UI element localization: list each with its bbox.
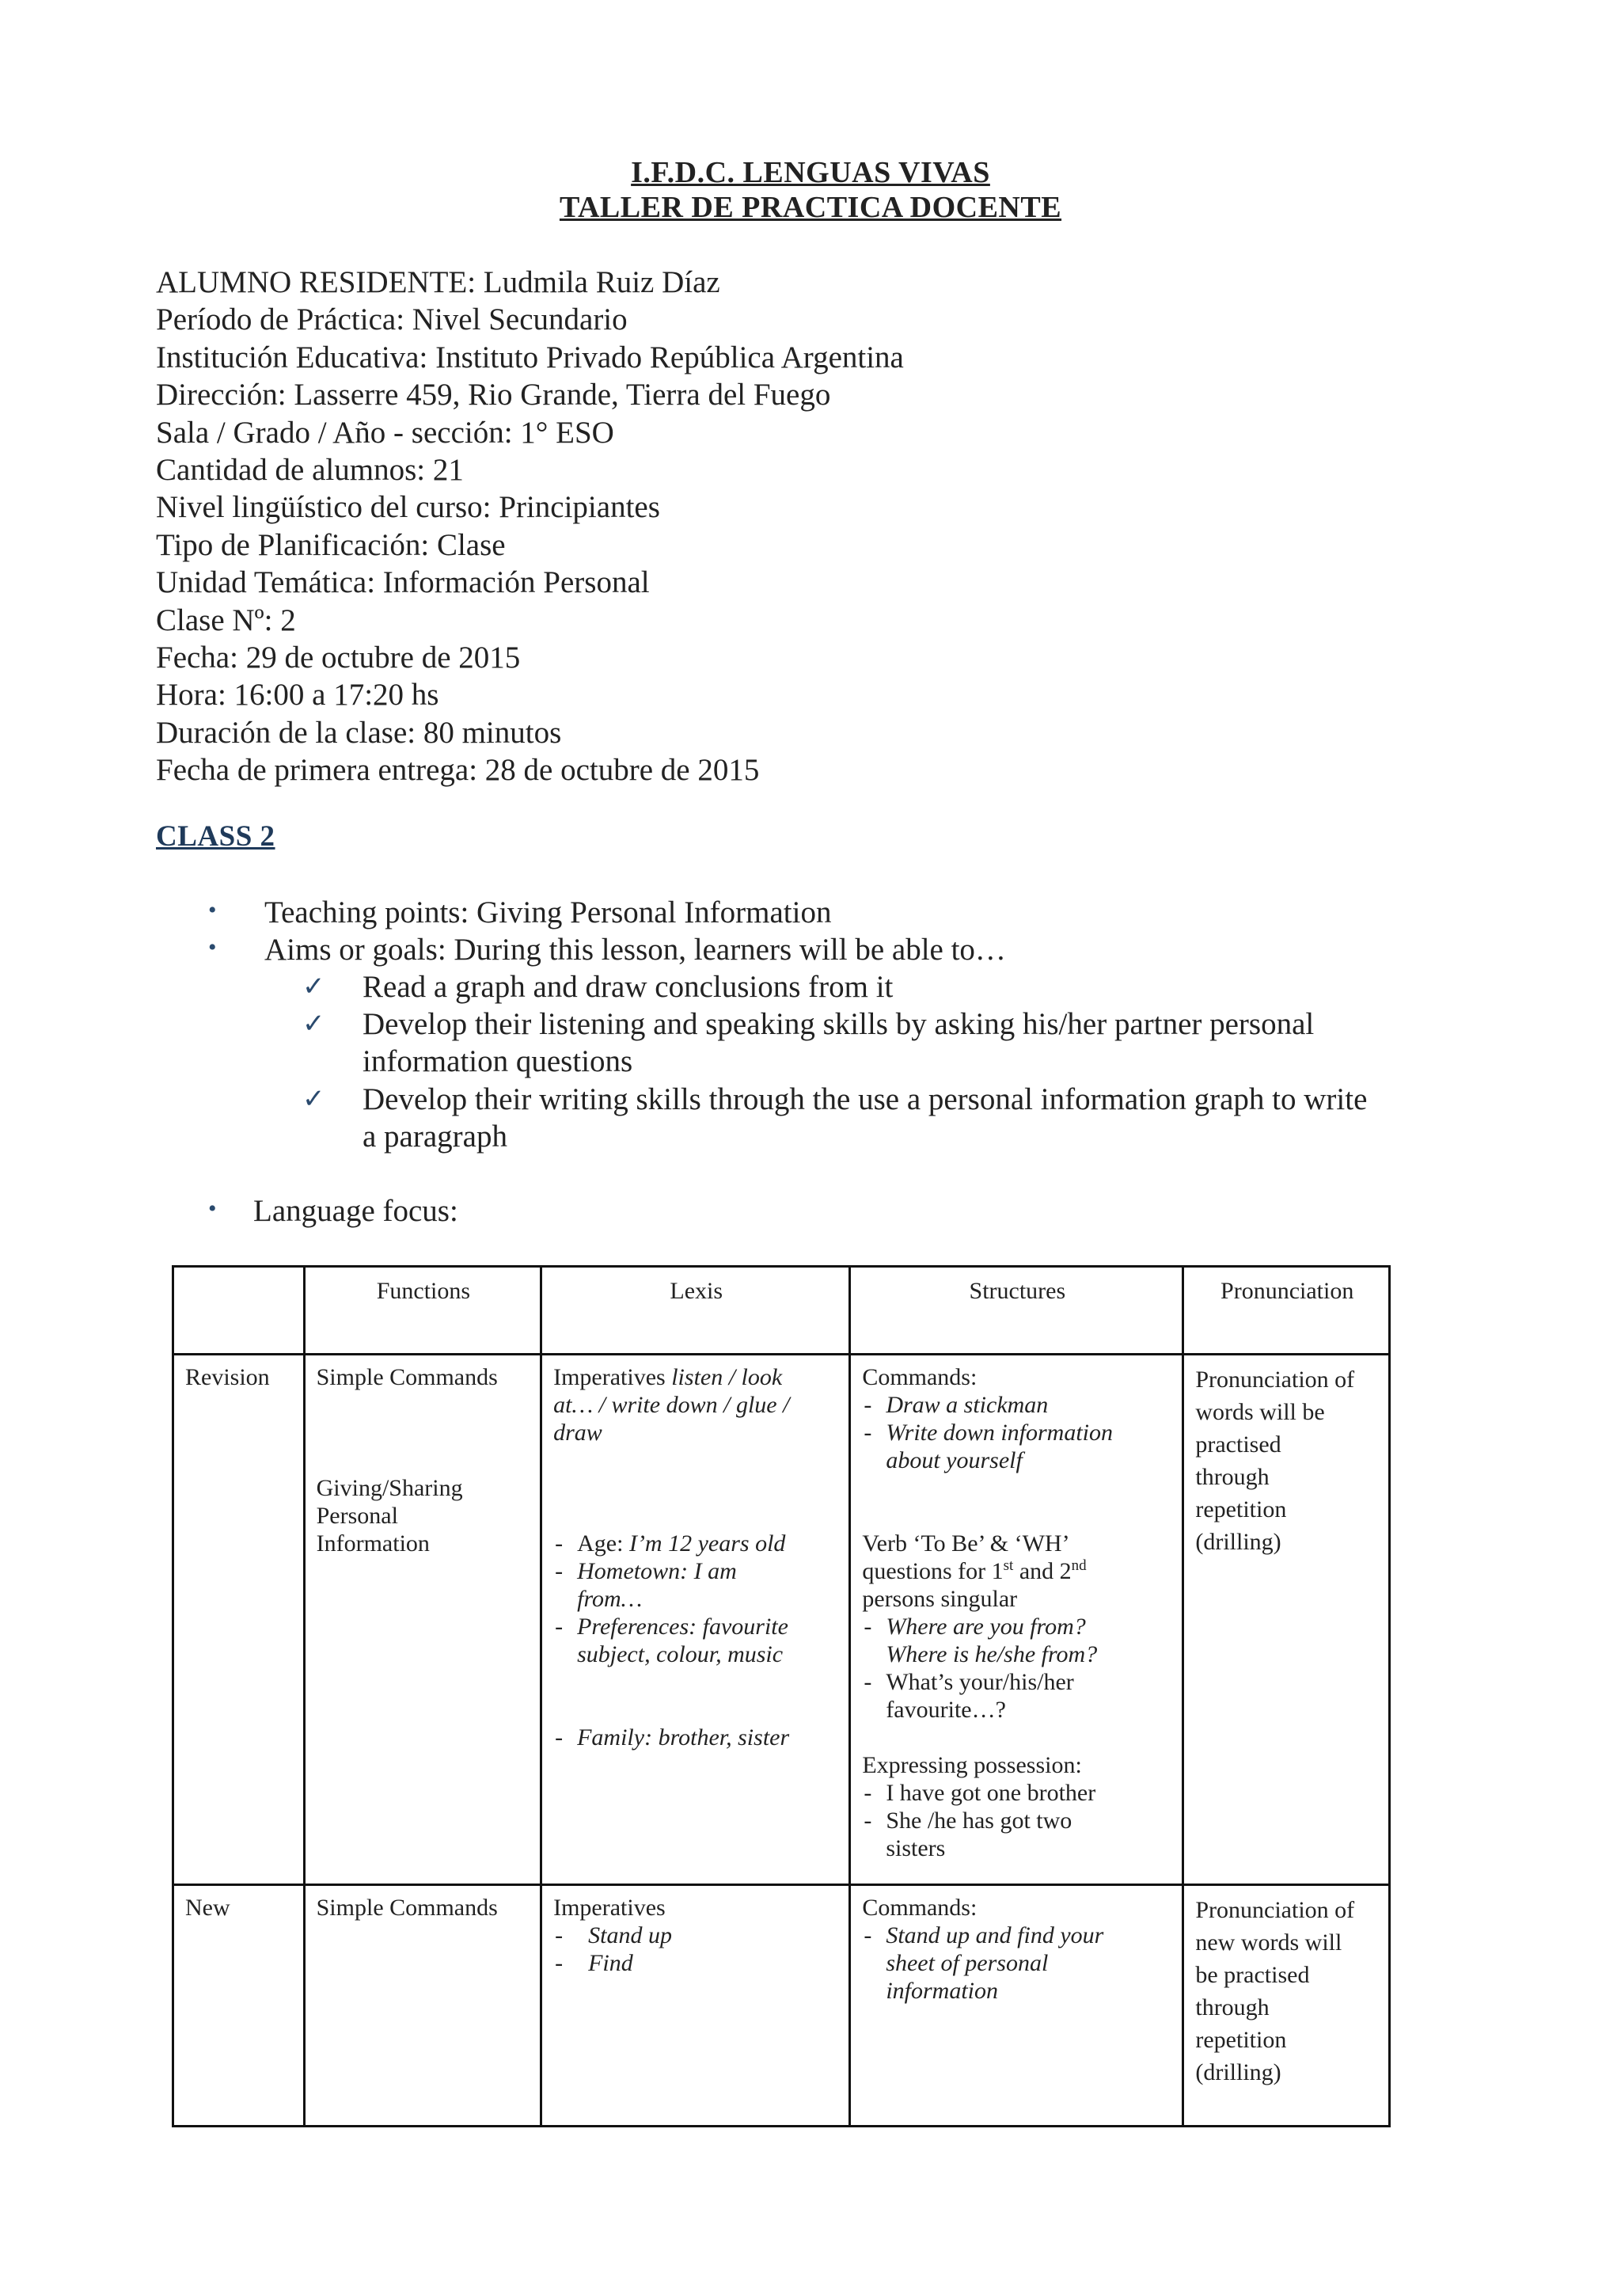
structure-heading-cont (862, 1557, 1172, 1585)
spacer (553, 1446, 839, 1502)
bullet-aims: Aims or goals: During this lesson, learners will be able to… (264, 933, 1006, 967)
pronunciation-text: new words will (1195, 1929, 1342, 1956)
bullet-dot-icon: • (208, 897, 217, 923)
structures-cell (850, 1885, 1183, 2127)
structure-text: questions for 1 (862, 1558, 1004, 1584)
pronunciation-text: Pronunciation of (1195, 1897, 1355, 1923)
lexis-item-age (553, 1530, 839, 1557)
structures-cell (850, 1355, 1183, 1885)
bullet-dot-icon: • (208, 1196, 217, 1222)
aim-item-3-line2: a paragraph (363, 1119, 507, 1154)
lexis-text-italic: listen / look (671, 1364, 783, 1390)
header-empty (173, 1267, 305, 1355)
info-line-students: Cantidad de alumnos: 21 (156, 452, 464, 487)
checkmark-icon: ✓ (302, 972, 325, 1002)
header-pronunciation: Pronunciation (1183, 1267, 1390, 1355)
pronunciation-text: (drilling) (1195, 1529, 1281, 1555)
structure-item-cont: sheet of personal (886, 1950, 1049, 1976)
lexis-text: Imperatives (553, 1364, 672, 1390)
function-item: Personal (316, 1503, 398, 1529)
spacer (862, 1474, 1172, 1530)
lexis-item: - Find (553, 1949, 839, 1977)
structure-item-cont: about yourself (886, 1447, 1023, 1473)
info-line-unit: Unidad Temática: Información Personal (156, 565, 650, 600)
lexis-text: Age: (577, 1530, 629, 1557)
bullet-dot-icon: • (208, 934, 217, 960)
structure-text: and 2 (1013, 1558, 1072, 1584)
lexis-item: Imperatives (553, 1895, 666, 1921)
lexis-item: - Stand up (553, 1922, 839, 1949)
lexis-cell (541, 1885, 850, 2127)
ordinal-suffix: nd (1071, 1557, 1087, 1574)
structure-item: - What’s your/his/her (862, 1668, 1172, 1696)
pronunciation-text: through (1195, 1994, 1270, 2020)
lexis-item: draw (553, 1420, 602, 1446)
header-structures: Structures (850, 1267, 1183, 1355)
info-line-time: Hora: 16:00 a 17:20 hs (156, 678, 439, 713)
functions-cell (304, 1355, 541, 1885)
lexis-item-preferences-cont: subject, colour, music (577, 1641, 784, 1667)
structure-heading: Commands: (862, 1364, 978, 1390)
structure-item-cont: favourite…? (886, 1697, 1006, 1723)
bullet-language-focus: Language focus: (253, 1194, 458, 1228)
table-row-new (173, 1885, 1390, 2127)
info-line-duration: Duración de la clase: 80 minutos (156, 715, 562, 750)
lexis-cell (541, 1355, 850, 1885)
structure-item-cont: sisters (886, 1835, 946, 1861)
info-line-first-delivery: Fecha de primera entrega: 28 de octubre de 2015 (156, 753, 760, 788)
lexis-item: at… / write down / glue / (553, 1392, 790, 1418)
structure-heading: Expressing possession: (862, 1752, 1082, 1778)
pronunciation-text: words will be (1195, 1399, 1325, 1425)
info-line-level: Nivel lingüístico del curso: Principiantes (156, 490, 660, 525)
institution-title: I.F.D.C. LENGUAS VIVAS (631, 156, 990, 189)
structure-item: - Stand up and find your (862, 1922, 1172, 1949)
info-line-institution: Institución Educativa: Instituto Privado República Argentina (156, 340, 904, 374)
pronunciation-cell (1183, 1355, 1390, 1885)
spacer (317, 1391, 530, 1446)
row-label: Revision (173, 1355, 305, 1885)
structure-heading: Verb ‘To Be’ & ‘WH’ (862, 1530, 1070, 1557)
info-line-period: Período de Práctica: Nivel Secundario (156, 302, 628, 337)
function-item: Simple Commands (316, 1364, 498, 1390)
pronunciation-text: Pronunciation of (1195, 1367, 1355, 1393)
lexis-item (553, 1363, 839, 1391)
aim-item-3-line1: Develop their writing skills through the use a personal information graph to write (363, 1082, 1368, 1116)
language-focus-table (172, 1265, 1391, 2127)
structure-item-cont: Where is he/she from? (886, 1641, 1098, 1667)
aim-item-1: Read a graph and draw conclusions from it (363, 970, 894, 1004)
info-line-plan-type: Tipo de Planificación: Clase (156, 527, 506, 562)
lexis-item-hometown: - Hometown: I am (553, 1557, 839, 1585)
pronunciation-text: be practised (1195, 1962, 1310, 1988)
spacer (553, 1502, 839, 1530)
pronunciation-cell (1183, 1885, 1390, 2127)
lexis-item-preferences: - Preferences: favourite (553, 1613, 839, 1640)
checkmark-icon: ✓ (302, 1009, 325, 1039)
ordinal-suffix: st (1003, 1557, 1014, 1574)
info-line-address: Dirección: Lasserre 459, Rio Grande, Tierra del Fuego (156, 378, 831, 412)
checkmark-icon: ✓ (302, 1085, 325, 1114)
header-lexis: Lexis (541, 1267, 850, 1355)
function-item: Information (316, 1530, 430, 1557)
aim-item-2-line2: information questions (363, 1044, 633, 1078)
class-heading: CLASS 2 (156, 820, 275, 853)
pronunciation-text: practised (1195, 1431, 1281, 1458)
structure-heading: Commands: (862, 1895, 978, 1921)
lexis-text-italic: I’m 12 years old (628, 1530, 786, 1557)
function-item: Simple Commands (316, 1895, 498, 1921)
pronunciation-text: repetition (1195, 1496, 1287, 1522)
structure-item: - Write down information (862, 1419, 1172, 1446)
structure-item: - Draw a stickman (862, 1391, 1172, 1419)
aim-item-2-line1: Develop their listening and speaking skills by asking his/her partner personal (363, 1007, 1315, 1041)
info-line-student: ALUMNO RESIDENTE: Ludmila Ruiz Díaz (156, 265, 720, 299)
info-line-date: Fecha: 29 de octubre de 2015 (156, 640, 521, 675)
pronunciation-text: repetition (1195, 2027, 1287, 2053)
structure-heading-cont: persons singular (862, 1586, 1018, 1612)
row-label: New (173, 1885, 305, 2127)
header-functions: Functions (304, 1267, 541, 1355)
lexis-item-family: - Family: brother, sister (553, 1724, 839, 1751)
structure-item: - She /he has got two (862, 1807, 1172, 1834)
spacer (317, 1446, 530, 1474)
spacer (862, 1724, 1172, 1751)
lexis-item-hometown-cont: from… (577, 1586, 643, 1612)
table-header-row (173, 1267, 1390, 1355)
info-block (156, 264, 1501, 789)
bullet-teaching-points: Teaching points: Giving Personal Information (264, 895, 832, 929)
pronunciation-text: (drilling) (1195, 2059, 1281, 2085)
structure-item: - Where are you from? (862, 1613, 1172, 1640)
structure-item: - I have got one brother (862, 1779, 1172, 1807)
function-item: Giving/Sharing (316, 1475, 463, 1501)
table-row-revision (173, 1355, 1390, 1885)
workshop-title: TALLER DE PRACTICA DOCENTE (559, 191, 1062, 224)
info-line-class-number: Clase Nº: 2 (156, 603, 296, 637)
spacer (553, 1668, 839, 1724)
info-line-grade: Sala / Grado / Año - sección: 1° ESO (156, 415, 614, 450)
pronunciation-text: through (1195, 1464, 1270, 1490)
structure-item-cont: information (886, 1978, 998, 2004)
functions-cell (304, 1885, 541, 2127)
